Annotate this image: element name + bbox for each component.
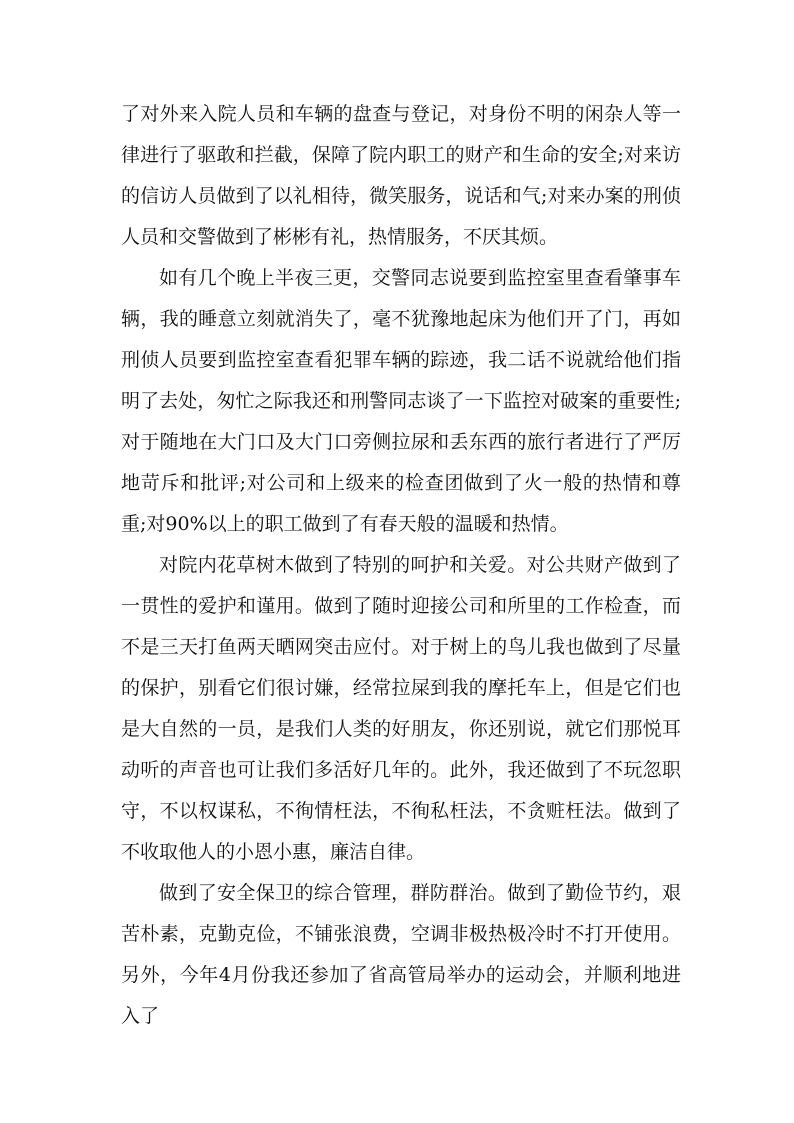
paragraph-4: 做到了安全保卫的综合管理，群防群治。做到了勤俭节约，艰苦朴素，克勤克俭，不铺张浪费，空调非极热极冷时不打开使用。另外，今年4月份我还参加了省高管局举办的运动会，并顺利地进入了 — [121, 882, 681, 1027]
paragraph-2: 如有几个晚上半夜三更，交警同志说要到监控室里查看肇事车辆，我的睡意立刻就消失了，毫不犹豫地起床为他们开了门，再如刑侦人员要到监控室查看犯罪车辆的踪迹，我二话不说就给他们指明了去处，匆忙之际我还和刑警同志谈了一下监控对破案的重要性;对于随地在大门口及大门口旁侧拉尿和丢东西的旅行者进行了严厉地苛斥和批评;对公司和上级来的检查团做到了火一般的热情和尊重;对90%以上的职工做到了有春天般的温暖和热情。 — [121, 267, 681, 535]
paragraph-1: 了对外来入院人员和车辆的盘查与登记，对身份不明的闲杂人等一律进行了驱敢和拦截，保障了院内职工的财产和生命的安全;对来访的信访人员做到了以礼相待，微笑服务，说话和气;对来办案的刑侦人员和交警做到了彬彬有礼，热情服务，不厌其烦。 — [121, 103, 681, 248]
paragraph-3: 对院内花草树木做到了特别的呵护和关爱。对公共财产做到了一贯性的爱护和谨用。做到了随时迎接公司和所里的工作检查，而不是三天打鱼两天晒网突击应付。对于树上的鸟儿我也做到了尽量的保护，别看它们很讨嫌，经常拉屎到我的摩托车上，但是它们也是大自然的一员，是我们人类的好朋友，你还别说，就它们那悦耳动听的声音也可让我们多活好几年的。此外，我还做到了不玩忽职守，不以权谋私，不徇情枉法，不徇私枉法，不贪赃枉法。做到了不收取他人的小恩小惠，廉洁自律。 — [121, 554, 681, 863]
document-body — [121, 94, 681, 1037]
